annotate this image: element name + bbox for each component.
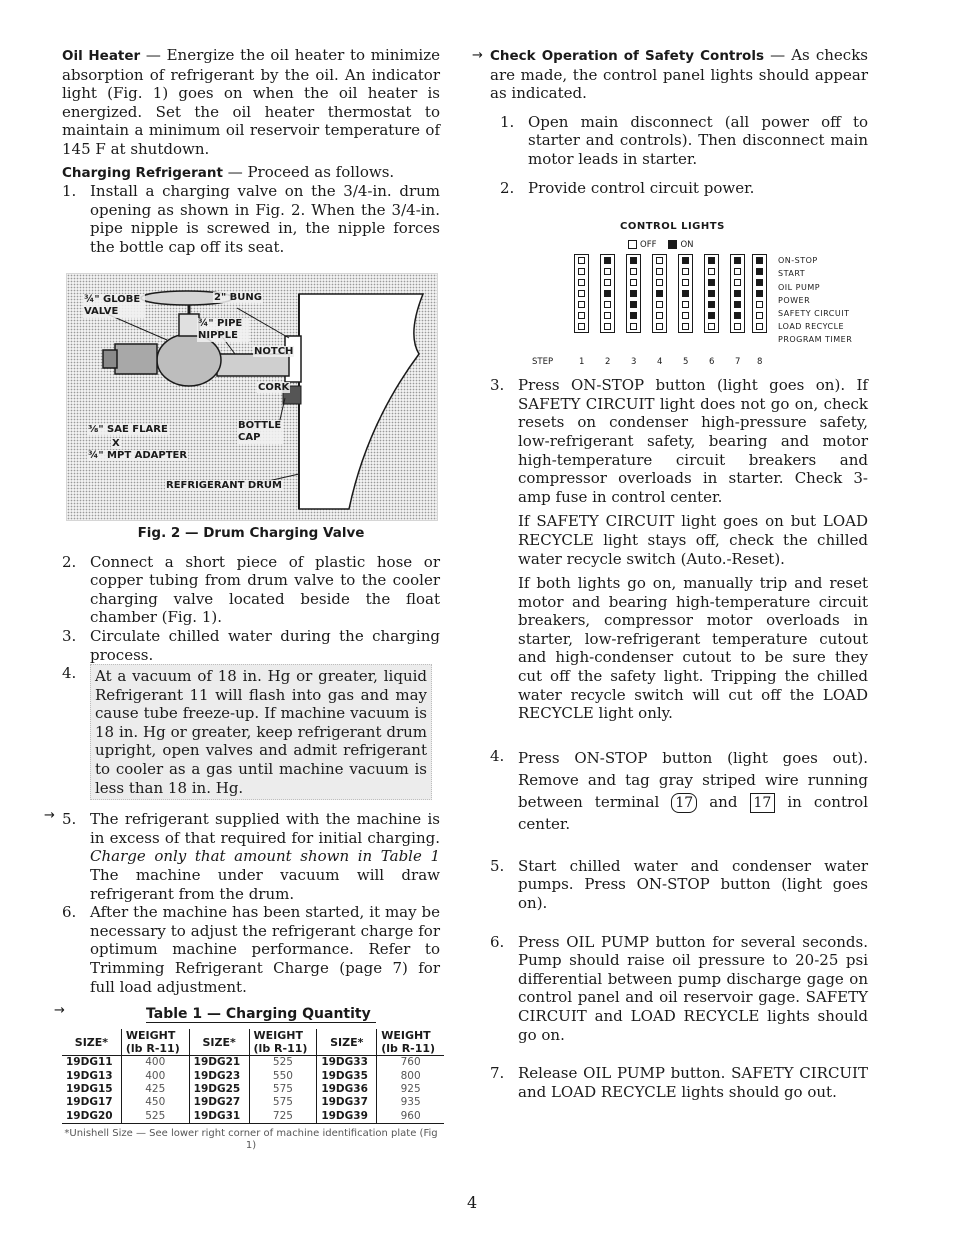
lamp-off-icon [630,323,637,330]
size-cell: 19DG17 [66,1096,113,1109]
lamp-on-icon [656,290,663,297]
item-number: 5. [490,856,505,875]
size-cell: 19DG39 [317,1110,377,1124]
item-text [518,747,868,835]
lights-column-step-2 [600,254,615,333]
item-text-part: in control center. [518,792,868,833]
lamp-off-icon [708,323,715,330]
lamp-off-icon [682,268,689,275]
safety-item-4 [490,747,868,835]
size-cell: 19DG15 [66,1083,113,1095]
item-text-part: Press ON-STOP button (light goes out). Remove and tag gray striped wire running between terminal [518,748,868,811]
table-body [62,1056,444,1124]
weight-cell: 450 [121,1096,189,1109]
weight-cell: 925 [377,1083,444,1096]
safety-item-2 [500,179,868,198]
lamp-off-icon [578,257,585,264]
left-column [62,46,440,1152]
charging-step-5 [62,810,440,903]
lights-column-step-3 [626,254,641,333]
label-refrigerant-drum: REFRIGERANT DRUM [166,479,283,491]
label-globe-valve: ¾" GLOBE VALVE [83,294,145,318]
step-number: 2. [62,552,77,571]
margin-arrow-icon: → [472,48,483,63]
step-number: 6. [62,903,77,922]
on-square-icon [668,240,677,249]
weight-cell: 575 [249,1096,317,1109]
label-cork: CORK [258,381,290,393]
size-cell: 19DG13 [66,1069,113,1082]
lamp-off-icon [682,279,689,286]
charging-text: — Proceed as follows. [222,162,395,181]
control-lights-legend [628,240,868,250]
safety-item-3-p3 [490,574,868,723]
weight-cell: 960 [377,1110,444,1124]
light-name-label: ON-STOP [778,256,818,266]
lights-column-step-8 [752,254,767,333]
step-number: 4. [62,664,77,683]
lamp-on-icon [734,257,741,264]
item-number: 1. [500,112,515,131]
step-text [90,810,440,903]
step-text-italic: Charge only that amount shown in Table 1 [90,847,440,866]
item-text: Start chilled water and condenser water pumps. Press ON-STOP button (light goes on). [518,856,868,913]
lamp-off-icon [734,323,741,330]
size-cell: 19DG31 [189,1110,249,1124]
lamp-off-icon [604,323,611,330]
lamp-off-icon [682,301,689,308]
label-mpt-adapter: ¾" MPT ADAPTER [88,449,188,461]
lamp-off-icon [656,257,663,264]
label-notch: NOTCH [254,345,294,357]
lamp-off-icon [604,312,611,319]
weight-header-line1: WEIGHT [125,1029,176,1043]
weight-cell: 550 [249,1070,317,1083]
weight-cell: 425 [121,1083,189,1096]
step-text: After the machine has been started, it may be necessary to adjust the refrigerant charge for optimum machine performance. Refer to Trimming Refrigerant Charge (page 7) for full load adjustment. [90,903,440,996]
lamp-on-icon [734,312,741,319]
item-number: 4. [490,746,505,765]
step-number: 3. [62,626,77,645]
safety-item-5 [490,857,868,913]
weight-cell: 575 [249,1083,317,1096]
size-cell: 19DG37 [317,1096,377,1109]
table-footnote: *Unishell Size — See lower right corner of machine identification plate (Fig 1) [64,1128,438,1152]
charging-step-4 [62,664,440,800]
lamp-on-icon [630,290,637,297]
lamp-off-icon [656,323,663,330]
lamp-off-icon [578,323,585,330]
weight-header-line2: (lb R-11) [253,1042,308,1056]
charging-heading: Charging Refrigerant [62,164,223,181]
lamp-off-icon [756,323,763,330]
lamp-off-icon [756,301,763,308]
step-text: Install a charging valve on the 3/4-in. drum opening as shown in Fig. 2. When the 3/4-in. pipe nipple is screwed in, the nipple forces the bottle cap off its seat. [90,182,440,256]
lamp-on-icon [630,257,637,264]
lamp-off-icon [578,279,585,286]
table-row [62,1110,444,1124]
page-number: 4 [467,1193,478,1212]
light-name-label: LOAD RECYCLE [778,322,845,332]
step-number-label: 3 [631,357,637,368]
size-cell: 19DG33 [317,1056,377,1070]
oil-heater-paragraph [62,46,440,159]
lights-column-step-5 [678,254,693,333]
size-header: SIZE* [189,1029,249,1056]
item-text-part: and [697,792,750,811]
lamp-on-icon [756,257,763,264]
step-number: 1. [62,182,77,201]
lamp-off-icon [578,290,585,297]
safety-paragraph [490,46,868,103]
step-text: Connect a short piece of plastic hose or copper tubing from drum valve to the cooler charging valve located beside the float chamber (Fig. 1). [90,552,440,627]
lamp-off-icon [656,268,663,275]
pipe-nipple-shape [217,354,289,376]
size-cell: 19DG11 [66,1056,113,1069]
lamp-on-icon [734,301,741,308]
lamp-off-icon [578,312,585,319]
table-header-row [62,1029,444,1056]
lamp-on-icon [682,257,689,264]
weight-cell: 725 [249,1110,317,1124]
item-text: If SAFETY CIRCUIT light goes on but LOAD RECYCLE light stays off, check the chilled water recycle switch (Auto.-Reset). [518,512,868,568]
control-lights-title: CONTROL LIGHTS [620,221,725,233]
lamp-on-icon [708,301,715,308]
lamp-off-icon [682,323,689,330]
weight-header [249,1029,317,1056]
weight-cell: 760 [377,1056,444,1070]
lamp-off-icon [734,279,741,286]
light-name-label: POWER [778,295,811,305]
step-text-part: The machine under vacuum will draw refrigerant from the drum. [90,866,440,903]
off-square-icon [628,240,637,249]
lamp-off-icon [656,279,663,286]
size-cell: 19DG21 [189,1056,249,1070]
legend-off-label: OFF [640,240,657,251]
table-title: Table 1 — Charging Quantity [146,1006,376,1023]
charging-step-3 [62,627,440,664]
margin-arrow-icon: → [54,1003,65,1018]
step-text-part: The refrigerant supplied with the machine is in excess of that required for initial charging. [90,810,440,847]
weight-header-line1: WEIGHT [253,1029,304,1043]
lamp-off-icon [578,301,585,308]
refrigerant-drum-shape [299,294,423,509]
safety-item-3 [490,376,868,506]
lamp-on-icon [630,312,637,319]
safety-item-3-p2 [490,512,868,568]
lamp-off-icon [708,268,715,275]
step-number-label: 5 [683,357,689,368]
safety-text: — As checks are made, the control panel lights should appear as indicated. [490,46,868,103]
table-row [62,1083,444,1096]
caution-box: At a vacuum of 18 in. Hg or greater, liquid Refrigerant 11 will flash into gas and may cause tube freeze-up. If machine vacuum is 18 in. Hg or greater, keep refrigerant drum upright, open valves and admit refrigerant to cooler as a gas until machine vacuum is less than 18 in. Hg. [90,664,432,800]
weight-cell: 935 [377,1096,444,1109]
lamp-on-icon [708,312,715,319]
safety-heading: Check Operation of Safety Controls [490,48,764,64]
lamp-on-icon [708,257,715,264]
terminal-17-marker: 17 [671,793,697,813]
item-text: If both lights go on, manually trip and reset motor and bearing high-temperature circuit breakers, compressor motor overloads in starter, low-refrigerant temperature cutout and high-condenser cutout to be sure they cut off the safety light. Tripping the chilled water recycle switch will cut off the LOAD RECYCLE light only. [518,574,868,723]
figure-caption: Fig. 2 — Drum Charging Valve [137,524,365,541]
charging-step-6 [62,903,440,996]
size-header: SIZE* [62,1029,121,1056]
light-name-label: SAFETY CIRCUIT [778,308,850,318]
lamp-off-icon [656,301,663,308]
lamp-on-icon [604,257,611,264]
charging-quantity-table [62,1029,444,1124]
item-number: 3. [490,376,505,395]
lamp-off-icon [656,312,663,319]
label-sae-flare: ⅜" SAE FLARE [88,423,168,435]
lamp-off-icon [630,279,637,286]
lights-column-step-7 [730,254,745,333]
lamp-off-icon [604,268,611,275]
lamp-on-icon [756,279,763,286]
size-cell: 19DG27 [189,1096,249,1109]
label-pipe-nipple: ¾" PIPE NIPPLE [197,318,249,342]
lamp-on-icon [682,290,689,297]
terminal-17-box-marker: 17 [750,793,776,813]
lights-column-step-1 [574,254,589,333]
step-text: Circulate chilled water during the charging process. [90,626,440,664]
table-row [62,1096,444,1109]
weight-header [377,1029,444,1056]
charging-step-1 [62,182,440,256]
safety-item-7 [490,1064,868,1101]
lamp-off-icon [578,268,585,275]
item-text: Open main disconnect (all power off to starter and controls). Then disconnect main motor leads in starter. [528,112,868,168]
lamp-off-icon [734,268,741,275]
size-cell: 19DG20 [62,1110,121,1124]
control-lights-grid [490,254,868,366]
lights-column-step-4 [652,254,667,333]
item-number: 7. [490,1064,505,1083]
charging-step-2 [62,553,440,627]
item-text: Press ON-STOP button (light goes on). If SAFETY CIRCUIT light does not go on, check resets on condenser high-pressure safety, low-refrigerant safety, bearing and motor high-temperature circuit breakers and compressor overloads in starter. Check 3-amp fuse in control center. [518,376,868,506]
legend-on [668,240,693,250]
lamp-on-icon [756,290,763,297]
weight-cell: 400 [121,1056,189,1070]
mpt-adapter-shape [115,344,157,374]
lamp-on-icon [708,279,715,286]
step-number-label: 6 [709,357,715,368]
size-cell: 19DG25 [189,1083,249,1096]
weight-header [121,1029,189,1056]
item-text: Release OIL PUMP button. SAFETY CIRCUIT and LOAD RECYCLE lights should go out. [518,1064,868,1101]
table-row [62,1070,444,1083]
lamp-off-icon [630,268,637,275]
light-name-label: START [778,269,806,279]
oil-heater-heading: Oil Heater [62,48,141,64]
lamp-off-icon [756,312,763,319]
lamp-off-icon [682,312,689,319]
margin-arrow-icon: → [44,808,55,823]
item-text: Press OIL PUMP button for several seconds. Pump should raise oil pressure to 20-25 psi differential between pump discharge gage on control panel and oil reservoir gage. SAFETY CIRCUIT and LOAD RECYCLE lights should go on. [518,932,868,1044]
size-cell: 19DG23 [189,1070,249,1083]
size-cell: 19DG35 [317,1070,377,1083]
item-text: Provide control circuit power. [528,178,755,197]
weight-cell: 525 [121,1110,189,1124]
step-label: STEP [532,357,554,368]
lamp-on-icon [604,290,611,297]
weight-cell: 525 [249,1056,317,1070]
weight-header-line2: (lb R-11) [381,1042,436,1056]
step-number-label: 7 [735,357,741,368]
item-number: 2. [500,178,515,197]
label-x: X [112,437,120,449]
charging-paragraph [62,163,440,183]
weight-header-line2: (lb R-11) [125,1042,180,1056]
safety-item-1 [500,113,868,169]
table-row [62,1056,444,1070]
step-number-label: 8 [757,357,763,368]
weight-cell: 800 [377,1070,444,1083]
weight-cell: 400 [121,1070,189,1083]
oil-heater-text: — Energize the oil heater to minimize absorption of refrigerant by the oil. An indicator light (Fig. 1) goes on when the oil heater is energized. Set the oil heater thermostat to maintain a minimum oil reservoir temperature of 145 F at shutdown. [62,46,440,158]
right-column [490,46,868,1101]
lamp-on-icon [708,290,715,297]
light-name-label: OIL PUMP [778,282,821,292]
lamp-off-icon [604,279,611,286]
lamp-on-icon [756,268,763,275]
size-cell: 19DG36 [317,1083,377,1096]
legend-on-label: ON [680,240,694,251]
lights-column-step-6 [704,254,719,333]
legend-off [628,240,656,250]
label-bung: 2" BUNG [214,291,262,303]
size-header: SIZE* [317,1029,377,1056]
step-number-label: 2 [605,357,611,368]
weight-header-line1: WEIGHT [381,1029,431,1043]
safety-item-6 [490,933,868,1045]
label-bottle-cap: BOTTLE CAP [238,419,282,443]
step-number-label: 4 [657,357,663,368]
lamp-on-icon [630,301,637,308]
lamp-off-icon [604,301,611,308]
step-number-label: 1 [579,357,585,368]
step-number: 5. [62,810,77,829]
lamp-on-icon [734,290,741,297]
item-number: 6. [490,932,505,951]
drum-charging-valve-figure [66,273,438,521]
light-name-label: PROGRAM TIMER [778,335,853,345]
